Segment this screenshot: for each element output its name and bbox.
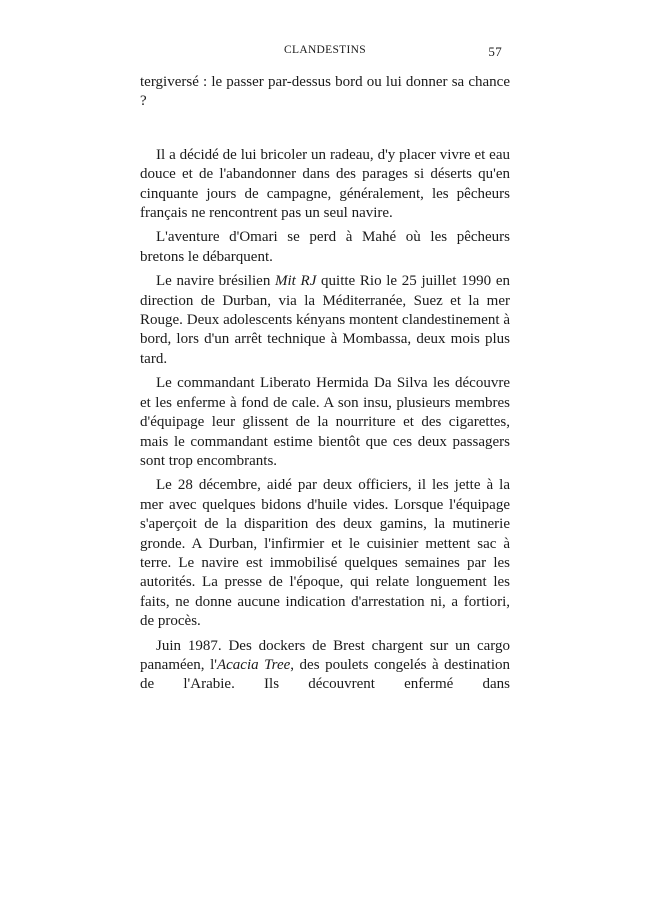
paragraph-december: Le 28 décembre, aidé par deux officiers, il les jette à la mer avec quelques bidons d'huile vides. Lorsque l'équipage s'aperçoit de la disparition des deux gamins, la mutinerie gronde. A Durban, l'infirmier et le cuisinier mettent sac à terre. Le navire est immobilisé quelques semaines par les autorités. La presse de l'époque, qui relate longuement les faits, ne donne aucune indication d'arrestation ni, a fortiori, de procès.	[140, 477, 510, 630]
paragraph-mit-rj-after: quitte Rio le 25 juillet 1990 en direction de Durban, via la Méditerranée, Suez et la mer Rouge. Deux adolescents kényans montent clandestinement à bord, lors d'un arrêt technique à Mombassa, deux mois plus tard.	[140, 273, 510, 367]
paragraph-mit-rj	[140, 272, 510, 369]
running-title: CLANDESTINS	[284, 44, 366, 56]
ship-name-mit-rj: Mit RJ	[275, 273, 317, 290]
body-text	[140, 73, 510, 695]
paragraph-omari: L'aventure d'Omari se perd à Mahé où les pêcheurs bretons le débarquent.	[140, 229, 510, 265]
running-head	[140, 30, 510, 58]
paragraph-acacia-tree	[140, 637, 510, 695]
paragraph-commander: Le commandant Liberato Hermida Da Silva les découvre et les enferme à fond de cale. A son insu, plusieurs membres d'équipage leur glissent de la nourriture et des cigarettes, mais le commandant estime bientôt que ces deux passagers sont trop encombrants.	[140, 375, 510, 469]
paragraph-acacia-after: , des poulets congelés à destination de l'Arabie. Ils découvrent enfermé dans	[140, 656, 510, 693]
page-number: 57	[488, 44, 502, 59]
paragraph-mit-rj-before: Le navire brésilien	[156, 273, 276, 290]
paragraph-acacia-before: Juin 1987. Des dockers de Brest chargent sur un cargo panaméen, l'	[140, 637, 510, 673]
book-page	[140, 30, 510, 695]
paragraph-continued: tergiversé : le passer par-dessus bord ou lui donner sa chance ?	[140, 74, 510, 110]
paragraph-raft: Il a décidé de lui bricoler un radeau, d'y placer vivre et eau douce et de l'abandonner dans des parages si déserts qu'en cinquante jours de campagne, généralement, les pêcheurs français ne rencontrent pas un seul navire.	[140, 146, 510, 222]
ship-name-acacia-tree: Acacia Tree	[216, 656, 291, 673]
